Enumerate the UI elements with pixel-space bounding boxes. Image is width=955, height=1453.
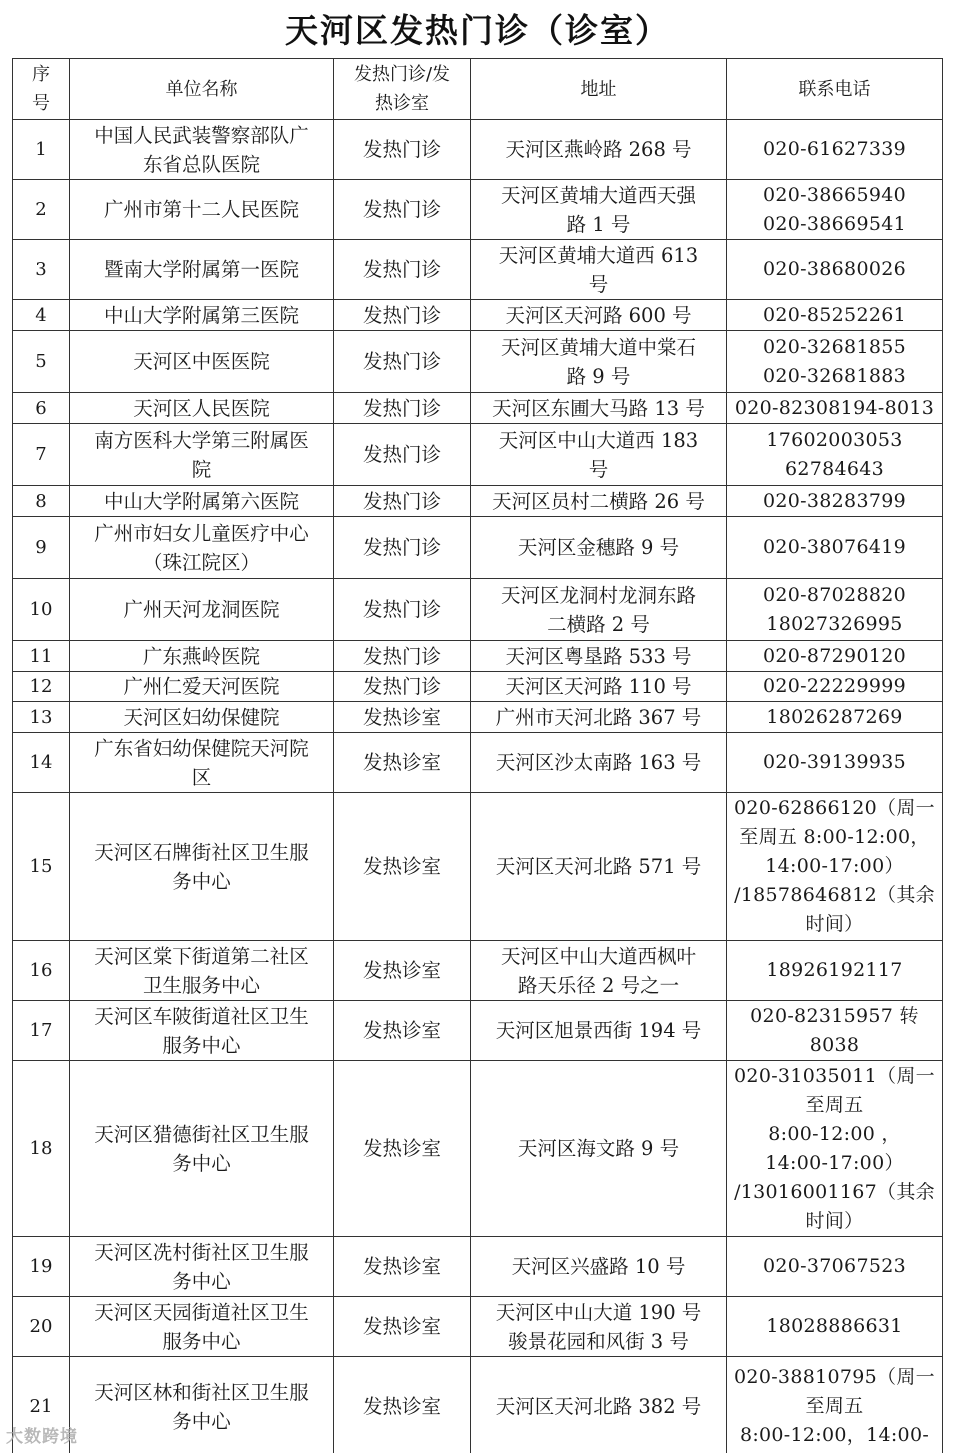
table-row — [13, 180, 943, 240]
cell-phone: 020-82308194-8013 — [727, 393, 943, 424]
cell-phone: 020-82315957 转 8038 — [727, 1001, 943, 1061]
cell-name: 中山大学附属第六医院 — [70, 486, 334, 517]
cell-seq: 9 — [13, 517, 70, 579]
cell-name: 南方医科大学第三附属医 院 — [70, 424, 334, 486]
cell-type: 发热诊室 — [334, 1001, 471, 1061]
cell-phone: 020-31035011（周一 至周五 8:00-12:00 ， 14:00-17:00） /13016001167（其余 时间） — [727, 1061, 943, 1237]
cell-seq: 5 — [13, 331, 70, 393]
cell-type: 发热诊室 — [334, 1061, 471, 1237]
cell-phone: 020-38283799 — [727, 486, 943, 517]
table-row — [13, 941, 943, 1001]
clinic-table — [12, 58, 943, 1453]
cell-phone: 020-38680026 — [727, 240, 943, 300]
cell-address: 天河区龙洞村龙洞东路 二横路 2 号 — [471, 579, 727, 641]
cell-phone: 020-61627339 — [727, 120, 943, 180]
cell-phone: 020-37067523 — [727, 1237, 943, 1297]
cell-type: 发热诊室 — [334, 1357, 471, 1453]
cell-phone: 18028886631 — [727, 1297, 943, 1357]
cell-address: 天河区旭景西街 194 号 — [471, 1001, 727, 1061]
page-title: 天河区发热门诊（诊室） — [285, 11, 670, 50]
header-address: 地址 — [471, 59, 727, 120]
cell-address: 天河区天河北路 571 号 — [471, 793, 727, 941]
cell-seq: 10 — [13, 579, 70, 641]
cell-type: 发热门诊 — [334, 240, 471, 300]
cell-name: 广州仁爱天河医院 — [70, 672, 334, 702]
cell-seq: 17 — [13, 1001, 70, 1061]
cell-address: 天河区金穗路 9 号 — [471, 517, 727, 579]
table-row — [13, 331, 943, 393]
cell-seq: 13 — [13, 702, 70, 733]
cell-phone: 18026287269 — [727, 702, 943, 733]
cell-name: 广东省妇幼保健院天河院 区 — [70, 733, 334, 793]
cell-seq: 4 — [13, 300, 70, 331]
cell-phone: 020-87290120 — [727, 641, 943, 672]
cell-type: 发热门诊 — [334, 424, 471, 486]
cell-address: 天河区中山大道西枫叶 路天乐径 2 号之一 — [471, 941, 727, 1001]
cell-seq: 11 — [13, 641, 70, 672]
cell-seq: 12 — [13, 672, 70, 702]
table-row — [13, 300, 943, 331]
cell-type: 发热门诊 — [334, 180, 471, 240]
table-row — [13, 393, 943, 424]
cell-seq: 14 — [13, 733, 70, 793]
cell-name: 天河区猎德街社区卫生服 务中心 — [70, 1061, 334, 1237]
cell-type: 发热门诊 — [334, 641, 471, 672]
cell-name: 天河区中医医院 — [70, 331, 334, 393]
cell-phone: 020-39139935 — [727, 733, 943, 793]
cell-seq: 20 — [13, 1297, 70, 1357]
cell-type: 发热诊室 — [334, 1297, 471, 1357]
cell-phone: 020-85252261 — [727, 300, 943, 331]
table-row — [13, 1001, 943, 1061]
cell-address: 天河区天河路 110 号 — [471, 672, 727, 702]
cell-type: 发热诊室 — [334, 1237, 471, 1297]
cell-name: 天河区冼村街社区卫生服 务中心 — [70, 1237, 334, 1297]
cell-address: 天河区东圃大马路 13 号 — [471, 393, 727, 424]
table-header-row — [13, 59, 943, 120]
table-row — [13, 120, 943, 180]
table-row — [13, 1297, 943, 1357]
cell-address: 天河区海文路 9 号 — [471, 1061, 727, 1237]
cell-phone: 17602003053 62784643 — [727, 424, 943, 486]
table-row — [13, 424, 943, 486]
cell-name: 广东燕岭医院 — [70, 641, 334, 672]
cell-type: 发热门诊 — [334, 486, 471, 517]
table-row — [13, 641, 943, 672]
cell-seq: 8 — [13, 486, 70, 517]
cell-address: 广州市天河北路 367 号 — [471, 702, 727, 733]
cell-address: 天河区燕岭路 268 号 — [471, 120, 727, 180]
table-row — [13, 517, 943, 579]
cell-address: 天河区沙太南路 163 号 — [471, 733, 727, 793]
cell-type: 发热诊室 — [334, 702, 471, 733]
cell-seq: 18 — [13, 1061, 70, 1237]
cell-seq: 21 — [13, 1357, 70, 1453]
header-type: 发热门诊/发 热诊室 — [334, 59, 471, 120]
cell-type: 发热诊室 — [334, 941, 471, 1001]
cell-address: 天河区员村二横路 26 号 — [471, 486, 727, 517]
cell-phone: 020-22229999 — [727, 672, 943, 702]
cell-seq: 15 — [13, 793, 70, 941]
cell-phone: 020-62866120（周一 至周五 8:00-12:00， 14:00-17:00） /18578646812（其余 时间） — [727, 793, 943, 941]
header-name: 单位名称 — [70, 59, 334, 120]
table-row — [13, 793, 943, 941]
table-row — [13, 1061, 943, 1237]
cell-name: 暨南大学附属第一医院 — [70, 240, 334, 300]
cell-type: 发热门诊 — [334, 331, 471, 393]
table-row — [13, 1237, 943, 1297]
cell-name: 天河区人民医院 — [70, 393, 334, 424]
cell-name: 中山大学附属第三医院 — [70, 300, 334, 331]
cell-address: 天河区天河北路 382 号 — [471, 1357, 727, 1453]
table-row — [13, 579, 943, 641]
cell-type: 发热门诊 — [334, 579, 471, 641]
cell-name: 天河区石牌街社区卫生服 务中心 — [70, 793, 334, 941]
cell-seq: 1 — [13, 120, 70, 180]
cell-type: 发热门诊 — [334, 393, 471, 424]
cell-seq: 19 — [13, 1237, 70, 1297]
cell-type: 发热诊室 — [334, 793, 471, 941]
cell-name: 广州市第十二人民医院 — [70, 180, 334, 240]
cell-name: 中国人民武装警察部队广 东省总队医院 — [70, 120, 334, 180]
cell-phone: 020-32681855 020-32681883 — [727, 331, 943, 393]
cell-seq: 7 — [13, 424, 70, 486]
table-body — [13, 120, 943, 1453]
cell-phone: 020-38665940 020-38669541 — [727, 180, 943, 240]
header-seq: 序 号 — [13, 59, 70, 120]
cell-address: 天河区中山大道西 183 号 — [471, 424, 727, 486]
cell-address: 天河区黄埔大道中棠石 路 9 号 — [471, 331, 727, 393]
header-phone: 联系电话 — [727, 59, 943, 120]
cell-name: 天河区天园街道社区卫生 服务中心 — [70, 1297, 334, 1357]
cell-seq: 2 — [13, 180, 70, 240]
cell-name: 天河区棠下街道第二社区 卫生服务中心 — [70, 941, 334, 1001]
cell-address: 天河区中山大道 190 号 骏景花园和风街 3 号 — [471, 1297, 727, 1357]
table-row — [13, 702, 943, 733]
table-row — [13, 672, 943, 702]
table-row — [13, 240, 943, 300]
cell-type: 发热诊室 — [334, 733, 471, 793]
cell-name: 天河区妇幼保健院 — [70, 702, 334, 733]
cell-name: 广州天河龙洞医院 — [70, 579, 334, 641]
watermark-logo: 大数跨境 — [6, 1427, 78, 1447]
table-row — [13, 1357, 943, 1453]
table-row — [13, 486, 943, 517]
cell-type: 发热门诊 — [334, 672, 471, 702]
cell-phone: 020-38810795（周一 至周五 8:00-12:00，14:00- — [727, 1357, 943, 1453]
cell-phone: 020-87028820 18027326995 — [727, 579, 943, 641]
cell-seq: 16 — [13, 941, 70, 1001]
cell-address: 天河区黄埔大道西天强 路 1 号 — [471, 180, 727, 240]
cell-type: 发热门诊 — [334, 120, 471, 180]
cell-address: 天河区兴盛路 10 号 — [471, 1237, 727, 1297]
cell-address: 天河区天河路 600 号 — [471, 300, 727, 331]
cell-phone: 020-38076419 — [727, 517, 943, 579]
cell-type: 发热门诊 — [334, 517, 471, 579]
cell-address: 天河区黄埔大道西 613 号 — [471, 240, 727, 300]
cell-seq: 3 — [13, 240, 70, 300]
table-row — [13, 733, 943, 793]
cell-address: 天河区粤垦路 533 号 — [471, 641, 727, 672]
cell-name: 广州市妇女儿童医疗中心 （珠江院区） — [70, 517, 334, 579]
cell-phone: 18926192117 — [727, 941, 943, 1001]
cell-type: 发热门诊 — [334, 300, 471, 331]
cell-name: 天河区林和街社区卫生服 务中心 — [70, 1357, 334, 1453]
cell-name: 天河区车陂街道社区卫生 服务中心 — [70, 1001, 334, 1061]
cell-seq: 6 — [13, 393, 70, 424]
